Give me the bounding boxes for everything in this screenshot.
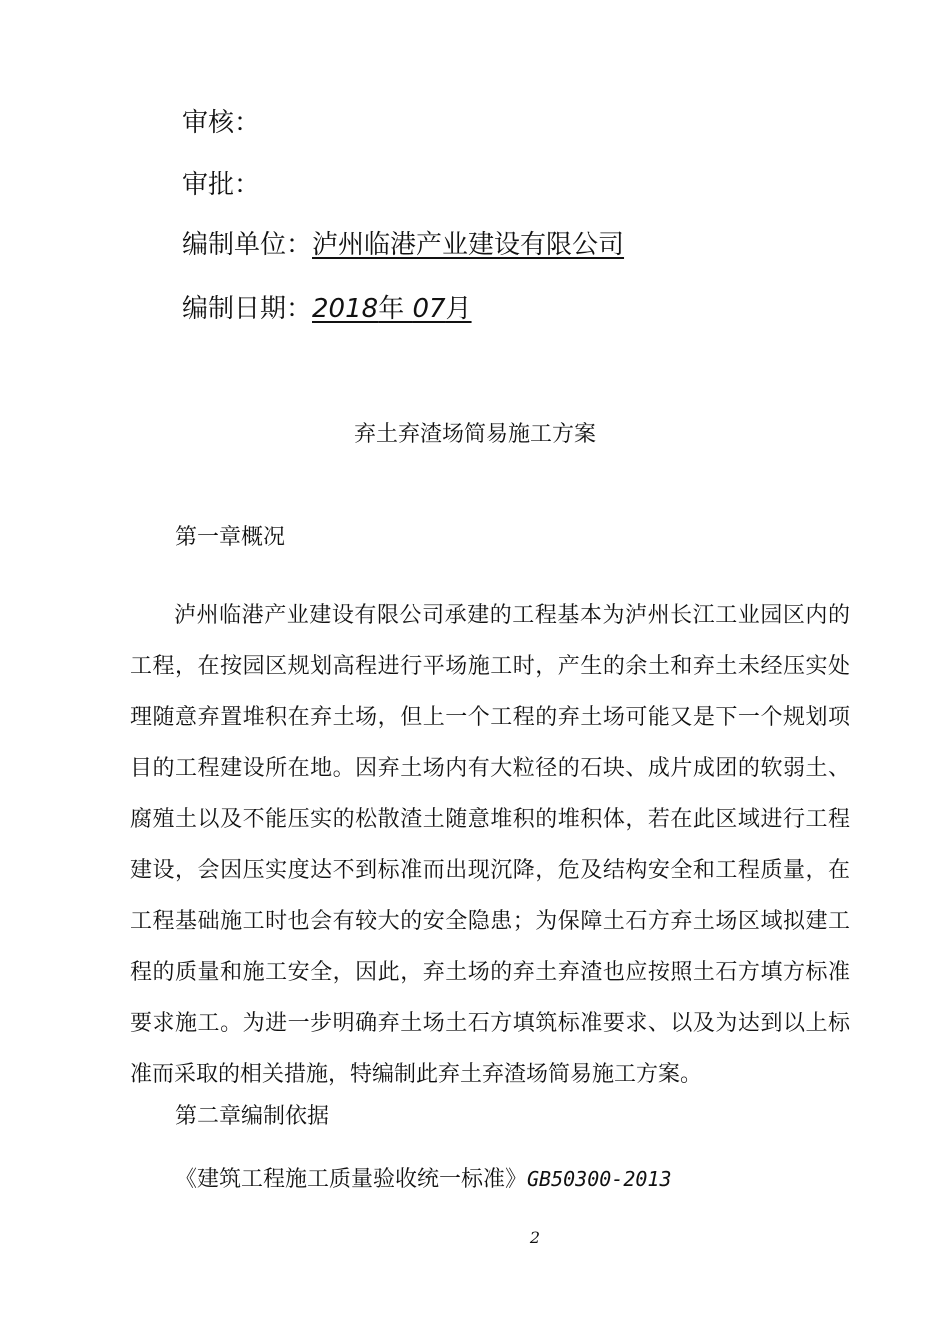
- date-month: 07: [412, 294, 446, 324]
- review-label: 审核：: [182, 108, 261, 138]
- date-value: [312, 294, 472, 324]
- standard-code: GB50300-2013: [527, 1167, 672, 1191]
- chapter1-body: 泸州临港产业建设有限公司承建的工程基本为泸州长江工业园区内的工程，在按园区规划高程进行平场施工时，产生的余土和弃土未经压实处理随意弃置堆积在弃土场，但上一个工程的弃土场可能又是下一个规划项目的工程建设所在地。因弃土场内有大粒径的石块、成片成团的软弱土、腐殖土以及不能压实的松散渣土随意堆积的堆积体，若在此区域进行工程建设，会因压实度达不到标准而出现沉降，危及结构安全和工程质量，在工程基础施工时也会有较大的安全隐患；为保障土石方弃土场区域拟建工程的质量和施工安全，因此，弃土场的弃土弃渣也应按照土石方填方标准要求施工。为进一步明确弃土场土石方填筑标准要求、以及为达到以上标准而采取的相关措施，特编制此弃土弃渣场简易施工方案。: [130, 603, 850, 1087]
- date-year-suffix: 年: [378, 294, 413, 324]
- date-label: 编制日期：: [182, 294, 313, 324]
- date-field: [182, 292, 472, 326]
- page-number: 2: [529, 1228, 541, 1247]
- chapter1-heading: 第一章概况: [175, 525, 286, 550]
- standard-name: 《建筑工程施工质量验收统一标准》: [175, 1167, 528, 1192]
- review-field: [182, 106, 260, 140]
- standard-reference: [175, 1164, 672, 1195]
- approve-field: [182, 168, 260, 202]
- unit-field: [182, 228, 624, 262]
- date-month-suffix: 月: [445, 294, 472, 324]
- approve-label: 审批：: [182, 170, 261, 200]
- unit-value: 泸州临港产业建设有限公司: [312, 230, 625, 260]
- date-year: 2018: [312, 294, 379, 324]
- chapter2-heading: 第二章编制依据: [175, 1104, 330, 1129]
- unit-label: 编制单位：: [182, 230, 313, 260]
- document-title: 弃土弃渣场简易施工方案: [353, 422, 596, 447]
